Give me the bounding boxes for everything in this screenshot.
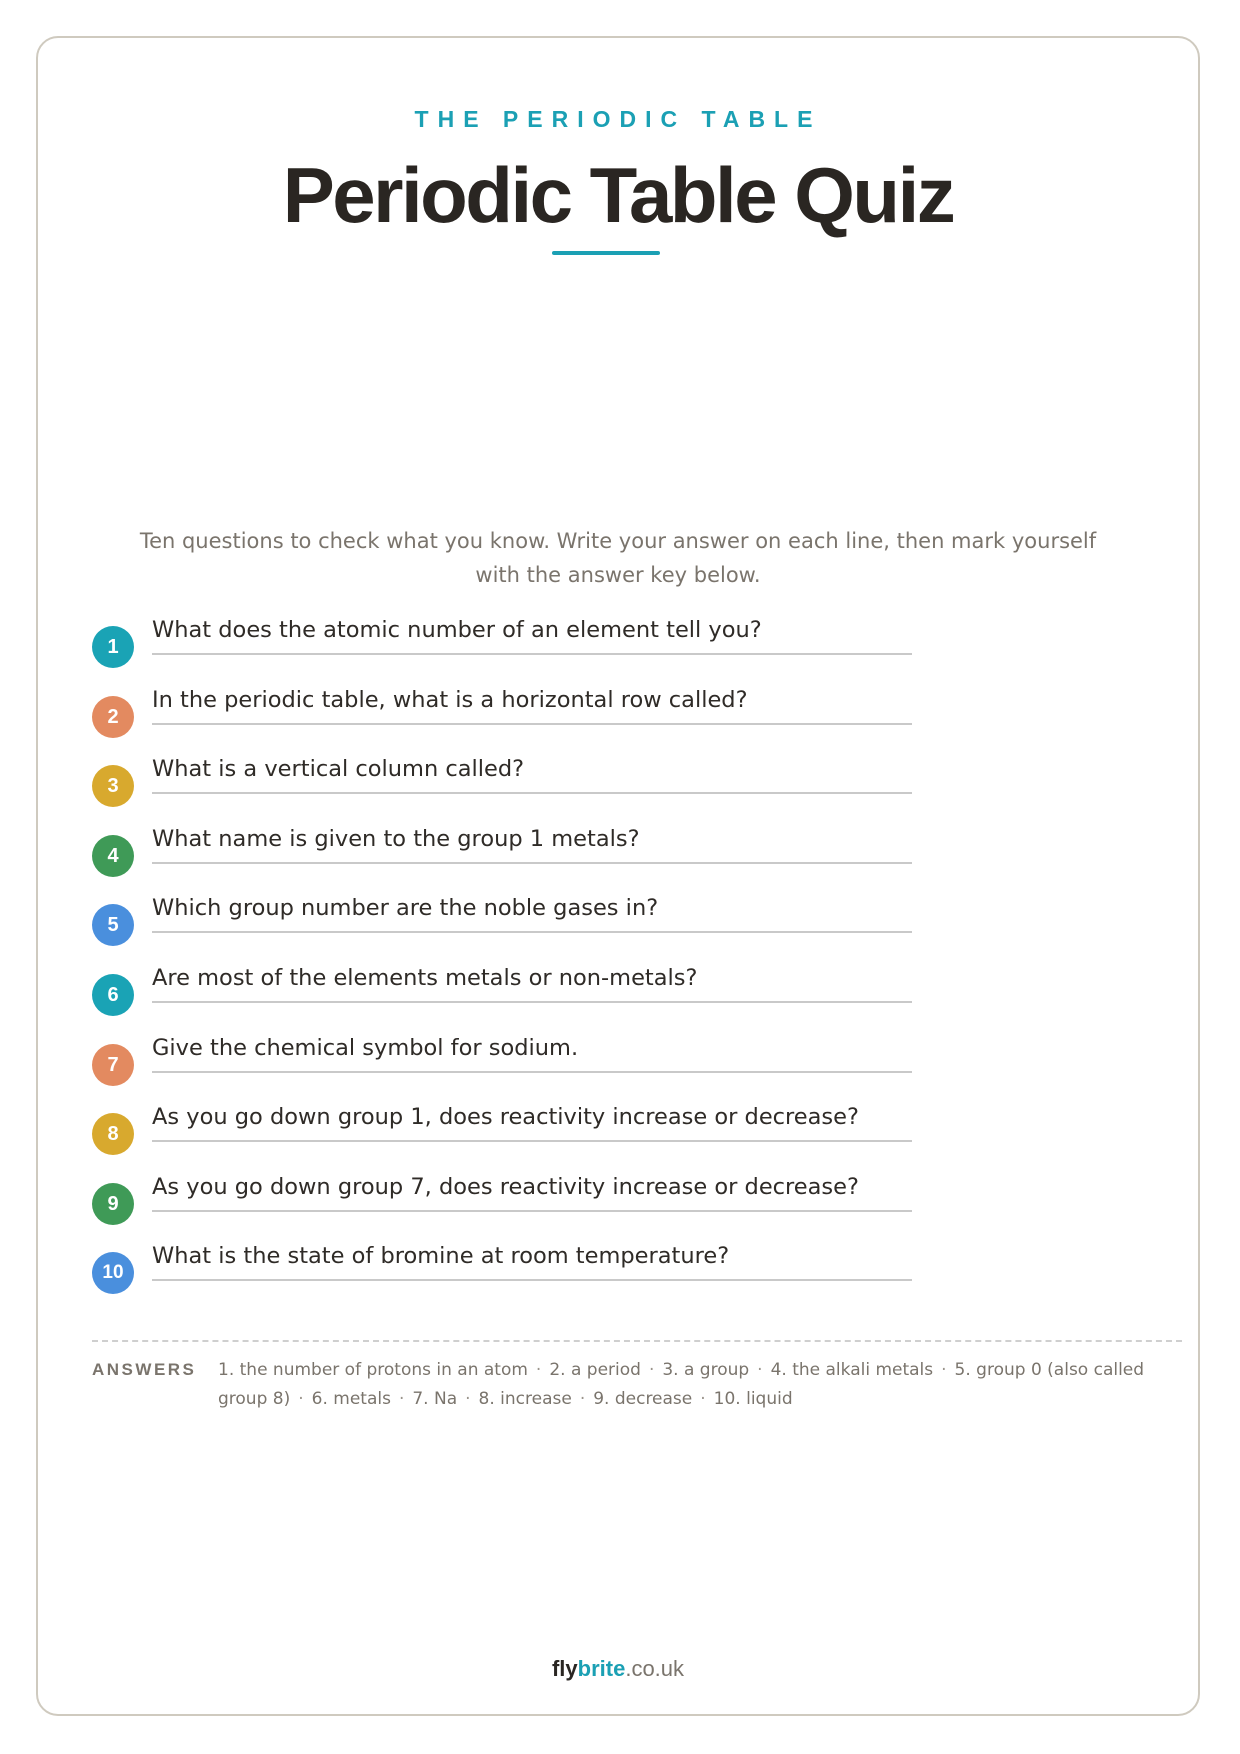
answer-item: 2. a period — [549, 1360, 641, 1380]
answer-line[interactable] — [152, 653, 912, 655]
question-item — [92, 1031, 922, 1101]
section-kicker: THE PERIODIC TABLE — [414, 106, 822, 132]
answer-separator: · — [535, 1360, 542, 1380]
answer-line[interactable] — [152, 931, 912, 933]
question-number-badge: 7 — [92, 1044, 134, 1086]
answer-line[interactable] — [152, 1001, 912, 1003]
answer-item: 8. increase — [478, 1389, 572, 1409]
question-text: Give the chemical symbol for sodium. — [152, 1034, 579, 1061]
question-text: Which group number are the noble gases in? — [152, 895, 659, 922]
answer-separator: · — [941, 1360, 947, 1380]
question-number-badge: 6 — [92, 974, 134, 1016]
question-item — [92, 683, 922, 753]
answer-line[interactable] — [152, 792, 912, 794]
answer-separator: · — [298, 1389, 304, 1409]
page-title: Periodic Table Quiz — [282, 151, 954, 239]
question-item — [92, 1239, 922, 1309]
brand-domain: .co.uk — [625, 1656, 685, 1681]
answer-item: 9. decrease — [593, 1389, 693, 1409]
intro-text: Ten questions to check what you know. Write your answer on each line, then mark yourself with the answer key below. — [139, 529, 1097, 587]
brand-brite: brite — [577, 1656, 626, 1681]
answer-line[interactable] — [152, 862, 912, 864]
answer-separator: · — [700, 1389, 706, 1409]
question-item — [92, 961, 922, 1031]
question-item — [92, 752, 922, 822]
worksheet-page — [36, 36, 1200, 1716]
answer-separator: · — [579, 1389, 586, 1409]
question-text: Are most of the elements metals or non-metals? — [152, 964, 698, 991]
answer-separator: · — [465, 1389, 471, 1409]
answer-key — [218, 1356, 1178, 1414]
question-list — [92, 613, 922, 1309]
question-number-badge: 9 — [92, 1183, 134, 1225]
answer-item: 6. metals — [311, 1389, 391, 1409]
question-number-badge: 1 — [92, 626, 134, 668]
question-text: As you go down group 1, does reactivity increase or decrease? — [152, 1104, 859, 1131]
question-number-badge: 2 — [92, 696, 134, 738]
answer-item: 10. liquid — [713, 1389, 793, 1409]
answer-line[interactable] — [152, 1279, 912, 1281]
question-text: What is the state of bromine at room temperature? — [152, 1243, 730, 1270]
answers-divider — [92, 1340, 1182, 1342]
question-item — [92, 1100, 922, 1170]
answer-line[interactable] — [152, 723, 912, 725]
answer-separator: · — [757, 1360, 763, 1380]
question-number-badge: 4 — [92, 835, 134, 877]
answer-line[interactable] — [152, 1140, 912, 1142]
question-number-badge: 10 — [92, 1252, 134, 1294]
question-number-badge: 8 — [92, 1113, 134, 1155]
question-text: What does the atomic number of an element tell you? — [152, 617, 762, 643]
answer-line[interactable] — [152, 1071, 912, 1073]
answer-line[interactable] — [152, 1210, 912, 1212]
question-text: As you go down group 7, does reactivity increase or decrease? — [152, 1173, 859, 1200]
question-text: In the periodic table, what is a horizontal row called? — [152, 686, 748, 713]
question-item — [92, 1170, 922, 1240]
question-text: What is a vertical column called? — [152, 756, 525, 783]
answer-separator: · — [398, 1389, 405, 1409]
question-item — [92, 613, 922, 683]
answer-item: 1. the number of protons in an atom — [218, 1360, 528, 1380]
question-number-badge: 5 — [92, 904, 134, 946]
title-underline — [552, 251, 660, 255]
question-item — [92, 822, 922, 892]
question-number-badge: 3 — [92, 765, 134, 807]
answer-item: 4. the alkali metals — [770, 1360, 934, 1380]
answer-item: 3. a group — [662, 1360, 750, 1380]
question-text: What name is given to the group 1 metals? — [152, 825, 640, 852]
answers-label: ANSWERS — [92, 1360, 197, 1379]
question-item — [92, 891, 922, 961]
answer-separator: · — [648, 1360, 655, 1380]
footer-brand[interactable] — [38, 1656, 1198, 1682]
answer-item: 7. Na — [412, 1389, 458, 1409]
answer-item: 5. group 0 (also called group 8) — [218, 1360, 1145, 1409]
brand-fly: fly — [551, 1656, 578, 1681]
